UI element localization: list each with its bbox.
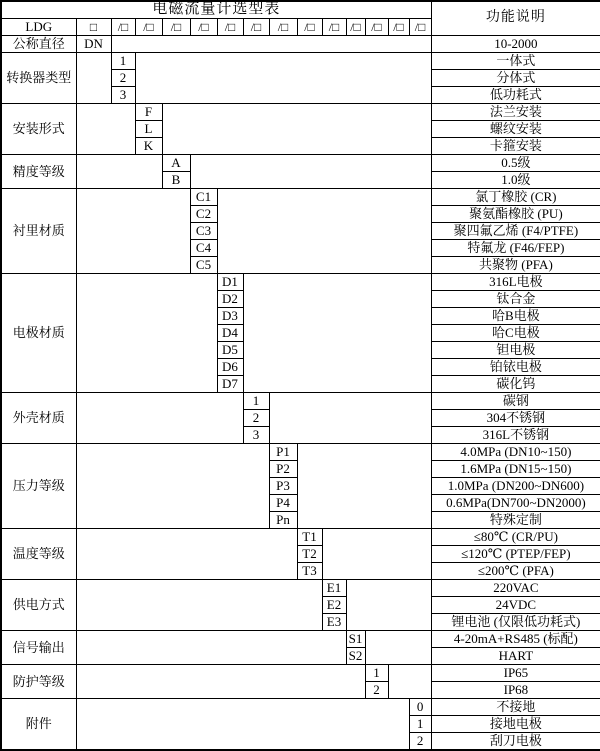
option-desc: 316L不锈钢	[431, 427, 600, 444]
option-desc: 316L电极	[431, 274, 600, 291]
category-label: 信号输出	[1, 631, 76, 665]
option-code: 3	[243, 427, 269, 444]
option-desc: 螺纹安装	[431, 121, 600, 138]
model-slot: /□	[409, 19, 431, 36]
option-code: D2	[217, 291, 243, 308]
model-slot: /□	[365, 19, 388, 36]
option-desc: 共聚物 (PFA)	[431, 257, 600, 274]
model-slot: /□	[111, 19, 135, 36]
option-desc: 钽电极	[431, 342, 600, 359]
spacer-cell	[190, 155, 431, 189]
spacer-cell	[76, 274, 217, 393]
option-code: DN	[76, 36, 111, 53]
option-desc: 4.0MPa (DN10~150)	[431, 444, 600, 461]
spacer-cell	[365, 631, 431, 665]
option-desc: 哈B电极	[431, 308, 600, 325]
option-code: 1	[243, 393, 269, 410]
option-code: D3	[217, 308, 243, 325]
option-desc: IP65	[431, 665, 600, 682]
option-desc: 特殊定制	[431, 512, 600, 529]
spacer-cell	[346, 580, 431, 631]
table-title: 电磁流量计选型表	[1, 1, 431, 19]
model-slot: /□	[322, 19, 346, 36]
option-desc: IP68	[431, 682, 600, 699]
spacer-cell	[76, 580, 322, 631]
option-code: D1	[217, 274, 243, 291]
option-desc: 刮刀电极	[431, 733, 600, 751]
option-code: B	[162, 172, 190, 189]
option-code: C5	[190, 257, 217, 274]
option-desc: ≤120℃ (PTEP/FEP)	[431, 546, 600, 563]
option-desc: 碳化钨	[431, 376, 600, 393]
option-desc: 卡箍安装	[431, 138, 600, 155]
category-label: 衬里材质	[1, 189, 76, 274]
option-code: P3	[269, 478, 297, 495]
option-code: F	[135, 104, 162, 121]
model-base-box: □	[76, 19, 111, 36]
option-desc: 分体式	[431, 70, 600, 87]
category-label: 转换器类型	[1, 53, 76, 104]
option-code: 1	[409, 716, 431, 733]
option-desc: 4-20mA+RS485 (标配)	[431, 631, 600, 648]
option-desc: 法兰安装	[431, 104, 600, 121]
category-label: 防护等级	[1, 665, 76, 699]
model-slot: /□	[388, 19, 409, 36]
spacer-cell	[76, 104, 135, 155]
option-desc: 304不锈钢	[431, 410, 600, 427]
spacer-cell	[243, 274, 431, 393]
option-code: Pn	[269, 512, 297, 529]
category-label: 电极材质	[1, 274, 76, 393]
option-code: 3	[111, 87, 135, 104]
option-desc: 聚四氟乙烯 (F4/PTFE)	[431, 223, 600, 240]
spacer-cell	[76, 444, 269, 529]
option-code: D6	[217, 359, 243, 376]
spacer-cell	[388, 665, 431, 699]
option-code: C3	[190, 223, 217, 240]
option-desc: 钛合金	[431, 291, 600, 308]
spacer-cell	[76, 155, 162, 189]
option-code: E3	[322, 614, 346, 631]
option-code: P2	[269, 461, 297, 478]
option-desc: 1.0级	[431, 172, 600, 189]
spacer-cell	[76, 529, 297, 580]
option-code: E1	[322, 580, 346, 597]
option-desc: 哈C电极	[431, 325, 600, 342]
model-slot: /□	[135, 19, 162, 36]
option-code: A	[162, 155, 190, 172]
option-code: L	[135, 121, 162, 138]
option-desc: 低功耗式	[431, 87, 600, 104]
model-slot: /□	[190, 19, 217, 36]
spacer-cell	[76, 393, 243, 444]
category-label: 安装形式	[1, 104, 76, 155]
spacer-cell	[162, 104, 431, 155]
model-slot: /□	[297, 19, 322, 36]
category-label: 压力等级	[1, 444, 76, 529]
option-desc: 接地电极	[431, 716, 600, 733]
option-desc: 1.0MPa (DN200~DN600)	[431, 478, 600, 495]
spacer-cell	[76, 189, 190, 274]
option-code: C4	[190, 240, 217, 257]
spacer-cell	[76, 665, 365, 699]
spacer-cell	[217, 189, 431, 274]
option-code: T1	[297, 529, 322, 546]
option-code: 2	[243, 410, 269, 427]
spacer-cell	[76, 631, 346, 665]
option-code: T3	[297, 563, 322, 580]
option-code: T2	[297, 546, 322, 563]
category-label: 外壳材质	[1, 393, 76, 444]
option-desc: ≤200℃ (PFA)	[431, 563, 600, 580]
option-desc: 1.6MPa (DN15~150)	[431, 461, 600, 478]
option-desc: 氯丁橡胶 (CR)	[431, 189, 600, 206]
category-label: 附件	[1, 699, 76, 751]
option-code: K	[135, 138, 162, 155]
option-desc: ≤80℃ (CR/PU)	[431, 529, 600, 546]
category-label: 公称直径	[1, 36, 76, 53]
option-desc: 不接地	[431, 699, 600, 716]
spacer-cell	[322, 529, 431, 580]
option-code: P4	[269, 495, 297, 512]
option-code: S2	[346, 648, 365, 665]
option-desc: 一体式	[431, 53, 600, 70]
function-header: 功能说明	[431, 1, 600, 36]
spacer-cell	[111, 36, 431, 53]
model-slot: /□	[217, 19, 243, 36]
model-slot: /□	[243, 19, 269, 36]
spacer-cell	[269, 393, 431, 444]
model-slot: /□	[162, 19, 190, 36]
model-slot: /□	[269, 19, 297, 36]
option-desc: 0.6MPa(DN700~DN2000)	[431, 495, 600, 512]
option-code: S1	[346, 631, 365, 648]
option-code: C1	[190, 189, 217, 206]
option-desc: 24VDC	[431, 597, 600, 614]
option-desc: 特氟龙 (F46/FEP)	[431, 240, 600, 257]
option-code: 1	[111, 53, 135, 70]
option-desc: 0.5级	[431, 155, 600, 172]
option-code: P1	[269, 444, 297, 461]
option-code: D7	[217, 376, 243, 393]
model-slot: /□	[346, 19, 365, 36]
option-code: 2	[365, 682, 388, 699]
option-code: C2	[190, 206, 217, 223]
option-desc: 10-2000	[431, 36, 600, 53]
option-code: 2	[111, 70, 135, 87]
option-desc: 锂电池 (仅限低功耗式)	[431, 614, 600, 631]
option-code: 2	[409, 733, 431, 751]
option-code: 0	[409, 699, 431, 716]
option-code: D5	[217, 342, 243, 359]
option-desc: 220VAC	[431, 580, 600, 597]
spacer-cell	[135, 53, 431, 104]
option-code: 1	[365, 665, 388, 682]
option-desc: 铂铱电极	[431, 359, 600, 376]
option-desc: 聚氨酯橡胶 (PU)	[431, 206, 600, 223]
model-prefix: LDG	[1, 19, 76, 36]
option-desc: HART	[431, 648, 600, 665]
category-label: 精度等级	[1, 155, 76, 189]
spacer-cell	[297, 444, 431, 529]
category-label: 温度等级	[1, 529, 76, 580]
category-label: 供电方式	[1, 580, 76, 631]
spacer-cell	[76, 53, 111, 104]
spacer-cell	[76, 699, 409, 751]
option-code: D4	[217, 325, 243, 342]
option-code: E2	[322, 597, 346, 614]
option-desc: 碳钢	[431, 393, 600, 410]
